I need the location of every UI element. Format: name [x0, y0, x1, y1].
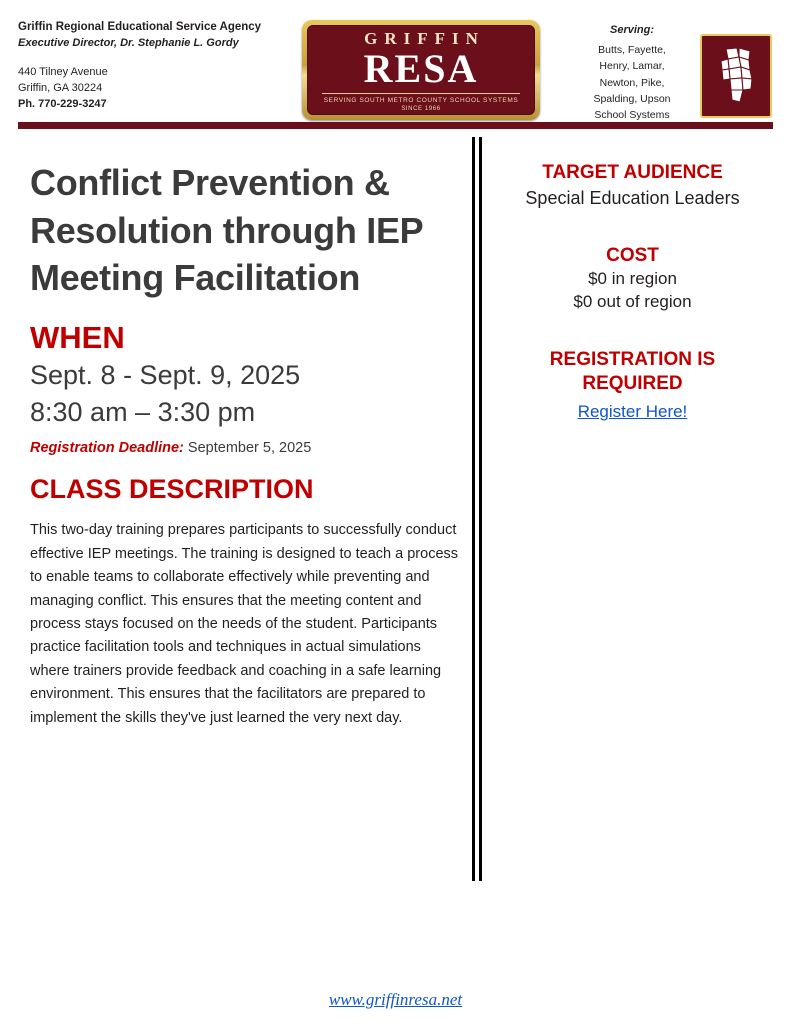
serving-line: Spalding, Upson: [593, 92, 671, 105]
when-dates: Sept. 8 - Sept. 9, 2025: [30, 360, 301, 391]
serving-line: Newton, Pike,: [599, 76, 665, 89]
map-frame: [700, 34, 772, 118]
class-description-heading: CLASS DESCRIPTION: [30, 474, 314, 505]
serving-line: School Systems: [594, 109, 670, 122]
page-footer: [0, 990, 791, 1010]
serving-title: Serving:: [609, 24, 654, 36]
agency-address-block: [18, 65, 280, 113]
class-description-text: This two-day training prepares participants to successfully conduct effective IEP meetings. The training is designed to teach a process to enable teams to collaborate effectively while preventing and managing conflict. This ensures that the meeting content and process stays focused on the needs of the student. Participants practice facilitation tools and techniques in actual simulations where trainers provide feedback and coaching in a safe learning environment. This ensures that the facilitators are prepared to implement the skills they've just learned the very next day.: [30, 522, 459, 726]
page-title: Conflict Prevention & Resolution through IEP Meeting Facilitation: [30, 162, 423, 299]
website-link[interactable]: www.griffinresa.net: [328, 990, 463, 1009]
sidebar-column: [484, 131, 773, 961]
logo-since-text: SINCE 1966: [401, 105, 441, 112]
divider-line-right: [479, 137, 482, 881]
cost-in-region: $0 in region: [588, 268, 677, 288]
address-city-state-zip: Griffin, GA 30224: [18, 82, 103, 95]
column-divider: [470, 137, 484, 961]
cost-out-of-region: $0 out of region: [573, 291, 692, 311]
registration-required-heading-line2: REQUIRED: [582, 372, 683, 394]
when-heading: WHEN: [30, 319, 125, 355]
address-phone: Ph. 770-229-3247: [18, 98, 107, 111]
agency-director: Executive Director, Dr. Stephanie L. Gordy: [18, 36, 239, 49]
logo-inner-panel: [307, 25, 535, 115]
serving-counties-block: [572, 14, 692, 123]
logo-gold-frame: [302, 20, 540, 120]
serving-line: Butts, Fayette,: [598, 44, 666, 57]
sidebar-spacer: [498, 314, 767, 348]
registration-required-heading-line1: REGISTRATION IS: [549, 348, 716, 370]
service-area-map: [700, 34, 770, 118]
sidebar-spacer: [498, 210, 767, 244]
county-map-icon: [712, 45, 760, 107]
cost-heading: COST: [606, 245, 659, 267]
registration-deadline: [30, 440, 460, 456]
target-audience-value: Special Education Leaders: [525, 187, 740, 208]
when-times: 8:30 am – 3:30 pm: [30, 396, 256, 427]
registration-deadline-label: Registration Deadline:: [30, 440, 184, 457]
agency-info-block: [18, 14, 280, 113]
address-street: 440 Tilney Avenue: [18, 66, 108, 79]
register-here-link[interactable]: Register Here!: [577, 402, 688, 422]
griffin-resa-logo: [302, 20, 542, 120]
agency-name: Griffin Regional Educational Service Agency: [18, 21, 262, 33]
logo-resa-text: RESA: [363, 45, 479, 91]
divider-line-left: [472, 137, 475, 881]
logo-divider: [322, 93, 521, 94]
main-content-column: [18, 131, 470, 961]
target-audience-heading: TARGET AUDIENCE: [542, 162, 723, 183]
logo-griffin-text: GRIFFIN: [364, 28, 485, 48]
page-header: [0, 0, 791, 122]
logo-tagline: SERVING SOUTH METRO COUNTY SCHOOL SYSTEMS: [323, 96, 519, 104]
flyer-body: [0, 131, 791, 961]
registration-deadline-value: September 5, 2025: [187, 440, 312, 457]
serving-line: Henry, Lamar,: [599, 60, 665, 73]
